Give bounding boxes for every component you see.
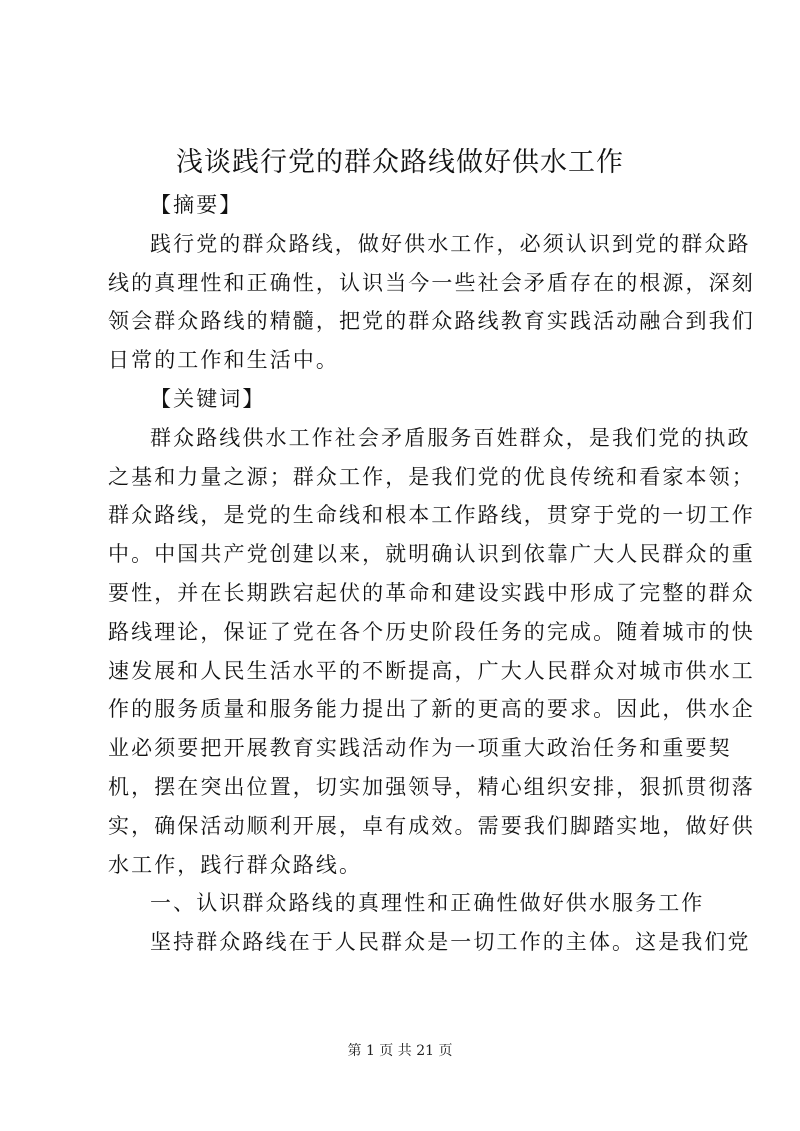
body-line: 要性，并在长期跌宕起伏的革命和建设实践中形成了完整的群众 (108, 580, 755, 605)
body-line: 实，确保活动顺利开展，卓有成效。需要我们脚踏实地，做好供 (108, 813, 755, 838)
body-line: 机，摆在突出位置，切实加强领导，精心组织安排，狠抓贯彻落 (108, 774, 755, 799)
body-line: 【摘要】 (150, 193, 243, 217)
body-line: 群众路线，是党的生命线和根本工作路线，贯穿于党的一切工作 (108, 503, 755, 528)
body-line: 线的真理性和正确性，认识当今一些社会矛盾存在的根源，深刻 (108, 270, 755, 295)
body-line: 一、认识群众路线的真理性和正确性做好供水服务工作 (150, 891, 705, 916)
body-line: 日常的工作和生活中。 (108, 348, 339, 373)
body-line: 践行党的群众路线，做好供水工作，必须认识到党的群众路 (150, 231, 751, 256)
body-line: 水工作，践行群众路线。 (108, 852, 363, 877)
body-line: 坚持群众路线在于人民群众是一切工作的主体。这是我们党 (150, 930, 751, 955)
document-body (108, 186, 755, 962)
page-footer: 第 1 页 共 21 页 (347, 1043, 453, 1059)
body-line: 群众路线供水工作社会矛盾服务百姓群众，是我们党的执政 (150, 425, 751, 450)
document-title: 浅谈践行党的群众路线做好供水工作 (176, 147, 624, 178)
body-line: 作的服务质量和服务能力提出了新的更高的要求。因此，供水企 (108, 697, 755, 722)
body-line: 中。中国共产党创建以来，就明确认识到依靠广大人民群众的重 (108, 542, 755, 567)
body-line: 路线理论，保证了党在各个历史阶段任务的完成。随着城市的快 (108, 619, 755, 644)
body-line: 之基和力量之源；群众工作，是我们党的优良传统和看家本领； (108, 464, 755, 489)
body-line: 领会群众路线的精髓，把党的群众路线教育实践活动融合到我们 (108, 309, 755, 334)
body-line: 速发展和人民生活水平的不断提高，广大人民群众对城市供水工 (108, 658, 755, 683)
body-line: 业必须要把开展教育实践活动作为一项重大政治任务和重要契 (108, 736, 732, 761)
body-line: 【关键词】 (150, 386, 266, 411)
